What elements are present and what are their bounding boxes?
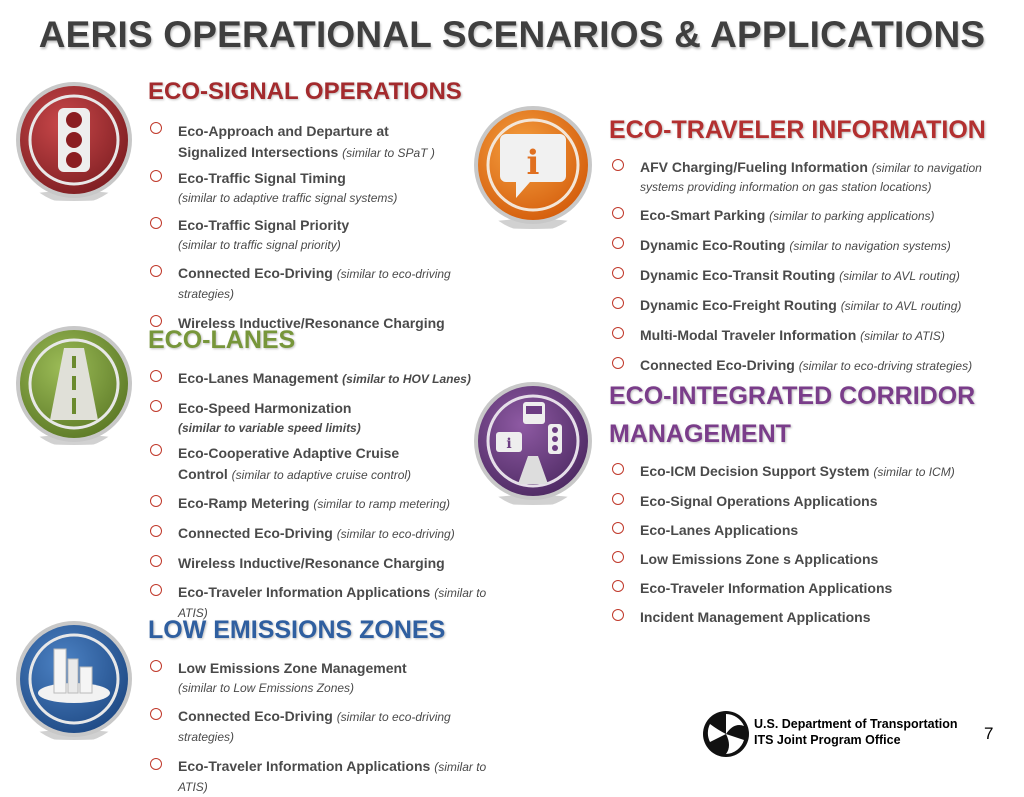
list-item: Eco-Lanes Management (similar to HOV Lanes) — [147, 369, 487, 389]
heading-eco-traveler-information: ECO-TRAVELER INFORMATION — [609, 116, 986, 144]
list-item: Dynamic Eco-Freight Routing (similar to AVL routing) — [609, 296, 1019, 316]
list-item: Eco-Traveler Information Applications (similar to ATIS) — [147, 757, 487, 797]
list-item: Dynamic Eco-Routing (similar to navigation systems) — [609, 236, 1019, 256]
list-item: Connected Eco-Driving (similar to eco-driving strategies) — [147, 264, 467, 304]
eco-lanes-list — [147, 369, 487, 623]
eco-traveler-list — [609, 158, 1019, 376]
info-bubble-icon — [472, 104, 594, 232]
list-item: Eco-Approach and Departure at Signalized Intersections (similar to SPaT ) — [147, 121, 467, 164]
list-item: Multi-Modal Traveler Information (similar to ATIS) — [609, 326, 1019, 346]
footer-org-line1: U.S. Department of Transportation — [754, 717, 958, 731]
list-item: Low Emissions Zone Management (similar to Low Emissions Zones) — [147, 659, 487, 698]
list-item: Eco-Traveler Information Applications (similar to ATIS) — [147, 583, 487, 623]
bullet-icon — [612, 207, 624, 219]
bullet-icon — [150, 122, 162, 134]
page-number: 7 — [984, 724, 994, 743]
list-item: Eco-Speed Harmonization (similar to variable speed limits) — [147, 399, 487, 438]
list-item: Eco-Signal Operations Applications — [609, 492, 1019, 511]
list-item: Connected Eco-Driving (similar to eco-driving) — [147, 524, 487, 544]
bullet-icon — [612, 580, 624, 592]
list-item: Eco-Lanes Applications — [609, 521, 1019, 540]
bullet-icon — [612, 609, 624, 621]
list-item: Eco-Traffic Signal Timing (similar to adaptive traffic signal systems) — [147, 169, 467, 208]
eco-icm-list — [609, 462, 1019, 627]
svg-text:i: i — [526, 143, 540, 183]
list-item: Incident Management Applications — [609, 608, 1019, 627]
heading-eco-icm: ECO-INTEGRATED CORRIDOR MANAGEMENT — [609, 382, 976, 448]
corridor-icon — [472, 380, 594, 508]
eco-signal-list — [147, 121, 467, 333]
bullet-icon — [150, 400, 162, 412]
road-icon — [14, 324, 134, 448]
bullet-icon — [150, 708, 162, 720]
bullet-icon — [612, 267, 624, 279]
bullet-icon — [150, 265, 162, 277]
list-item: Eco-Traveler Information Applications — [609, 579, 1019, 598]
heading-eco-lanes: ECO-LANES — [148, 326, 296, 354]
bullet-icon — [150, 444, 162, 456]
list-item: Wireless Inductive/Resonance Charging — [147, 314, 467, 333]
list-item: Eco-ICM Decision Support System (similar to ICM) — [609, 462, 1019, 482]
bullet-icon — [612, 357, 624, 369]
low-emissions-list — [147, 659, 487, 797]
bullet-icon — [612, 327, 624, 339]
bullet-icon — [150, 170, 162, 182]
traffic-light-icon — [14, 80, 134, 204]
list-item: Dynamic Eco-Transit Routing (similar to AVL routing) — [609, 266, 1019, 286]
dot-logo-icon — [702, 710, 750, 758]
bullet-icon — [150, 758, 162, 770]
bullet-icon — [150, 660, 162, 672]
city-buildings-icon — [14, 619, 134, 743]
list-item: Low Emissions Zone s Applications — [609, 550, 1019, 569]
bullet-icon — [612, 463, 624, 475]
list-item: Eco-Traffic Signal Priority (similar to traffic signal priority) — [147, 216, 467, 255]
list-item: Eco-Smart Parking (similar to parking applications) — [609, 206, 1019, 226]
bullet-icon — [150, 555, 162, 567]
bullet-icon — [150, 217, 162, 229]
footer-org-line2: ITS Joint Program Office — [754, 733, 901, 747]
slide-title: AERIS OPERATIONAL SCENARIOS & APPLICATIONS — [38, 14, 986, 55]
bullet-icon — [612, 551, 624, 563]
bullet-icon — [612, 493, 624, 505]
heading-low-emissions-zones: LOW EMISSIONS ZONES — [148, 616, 446, 644]
bullet-icon — [150, 370, 162, 382]
bullet-icon — [612, 522, 624, 534]
footer-org — [754, 716, 958, 748]
bullet-icon — [150, 525, 162, 537]
list-item: Eco-Cooperative Adaptive Cruise Control (similar to adaptive cruise control) — [147, 443, 487, 486]
svg-text:i: i — [506, 436, 512, 452]
bullet-icon — [612, 159, 624, 171]
bullet-icon — [612, 237, 624, 249]
heading-eco-signal: ECO-SIGNAL OPERATIONS — [148, 78, 462, 105]
list-item: Eco-Ramp Metering (similar to ramp metering) — [147, 494, 487, 514]
bullet-icon — [612, 297, 624, 309]
list-item: Connected Eco-Driving (similar to eco-driving strategies) — [609, 356, 1019, 376]
list-item: AFV Charging/Fueling Information (similar to navigation systems providing information on gas station locations) — [609, 158, 1019, 196]
bullet-icon — [150, 584, 162, 596]
list-item: Connected Eco-Driving (similar to eco-driving strategies) — [147, 707, 487, 747]
list-item: Wireless Inductive/Resonance Charging — [147, 554, 487, 573]
bullet-icon — [150, 495, 162, 507]
